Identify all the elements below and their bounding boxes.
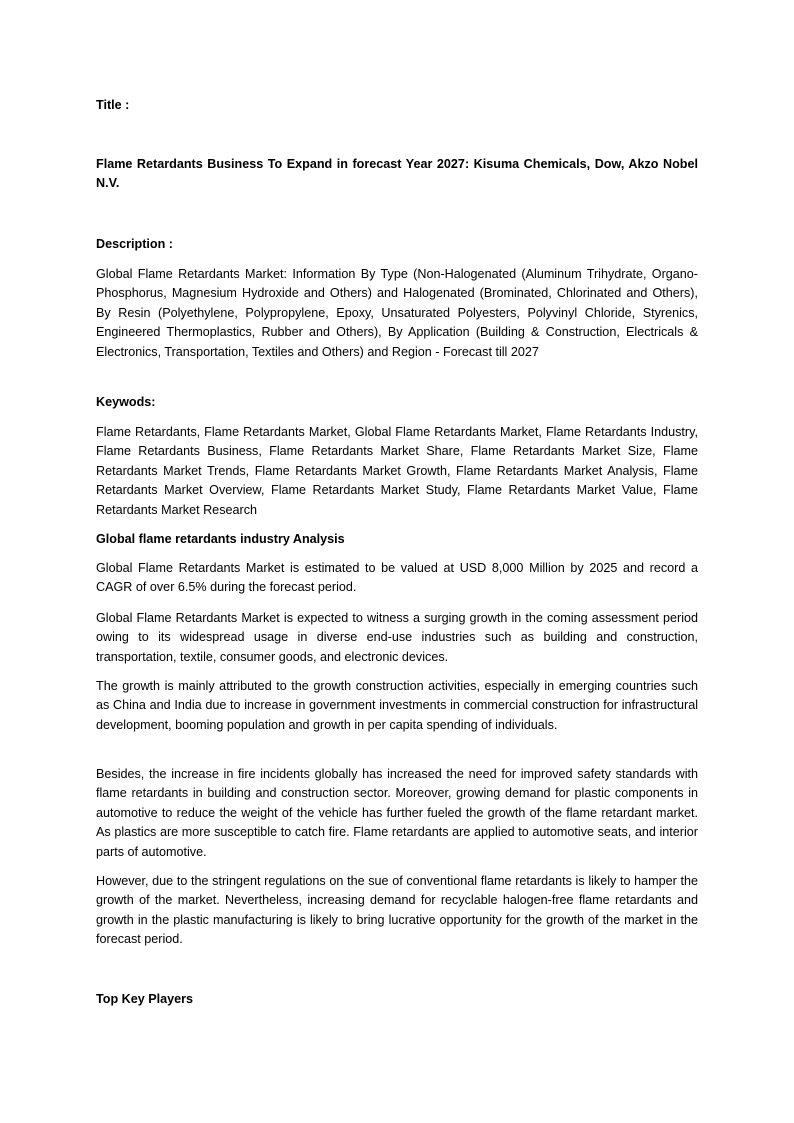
headline: Flame Retardants Business To Expand in forecast Year 2027: Kisuma Chemicals, Dow, Akzo Nobel N.V. [96, 157, 698, 191]
top-players-heading: Top Key Players [96, 992, 194, 1006]
paragraph-market-growth: Global Flame Retardants Market is expected to witness a surging growth in the coming assessment period owing to its widespread usage in diverse end-use industries such as building and construction, transportation, textile, consumer goods, and electronic devices. [96, 611, 698, 664]
keywords-label: Keywods: [96, 395, 156, 409]
paragraph-market-value: Global Flame Retardants Market is estimated to be valued at USD 8,000 Million by 2025 and record a CAGR of over 6.5% during the forecast period. [96, 561, 698, 595]
description-label: Description : [96, 237, 173, 251]
keywords-text: Flame Retardants, Flame Retardants Market, Global Flame Retardants Market, Flame Retardants Industry, Flame Retardants Business, Flame Retardants Market Share, Flame Retardants Market Size, Flame Retardants Market Trends, Flame Retardants Market Growth, Flame Retardants Market Analysis, Flame Retardants Market Overview, Flame Retardants Market Study, Flame Retardants Market Value, Flame Retardants Market Research [96, 425, 698, 517]
analysis-heading: Global flame retardants industry Analysis [96, 532, 345, 546]
paragraph-regulations: However, due to the stringent regulations on the sue of conventional flame retardants is likely to hamper the growth of the market. Nevertheless, increasing demand for recyclable halogen-free flame retardants and growth in the plastic manufacturing is likely to bring lucrative opportunity for the growth of the market in the forecast period. [96, 874, 698, 947]
paragraph-growth-drivers: The growth is mainly attributed to the growth construction activities, especially in emerging countries such as China and India due to increase in government investments in commercial construction for infrastructural development, booming population and growth in per capita spending of individuals. [96, 679, 698, 732]
paragraph-safety-automotive: Besides, the increase in fire incidents globally has increased the need for improved safety standards with flame retardants in building and construction sector. Moreover, growing demand for plastic components in automotive to reduce the weight of the vehicle has further fueled the growth of the flame retardant market. As plastics are more susceptible to catch fire. Flame retardants are applied to automotive seats, and interior parts of automotive. [96, 767, 698, 859]
description-text: Global Flame Retardants Market: Information By Type (Non-Halogenated (Aluminum Trihydrate, Organo-Phosphorus, Magnesium Hydroxide and Others) and Halogenated (Brominated, Chlorinated and Others), By Resin (Polyethylene, Polypropylene, Epoxy, Unsaturated Polyesters, Polyvinyl Chloride, Styrenics, Engineered Thermoplastics, Rubber and Others), By Application (Building & Construction, Electricals & Electronics, Transportation, Textiles and Others) and Region - Forecast till 2027 [96, 267, 698, 359]
title-label: Title : [96, 98, 130, 112]
